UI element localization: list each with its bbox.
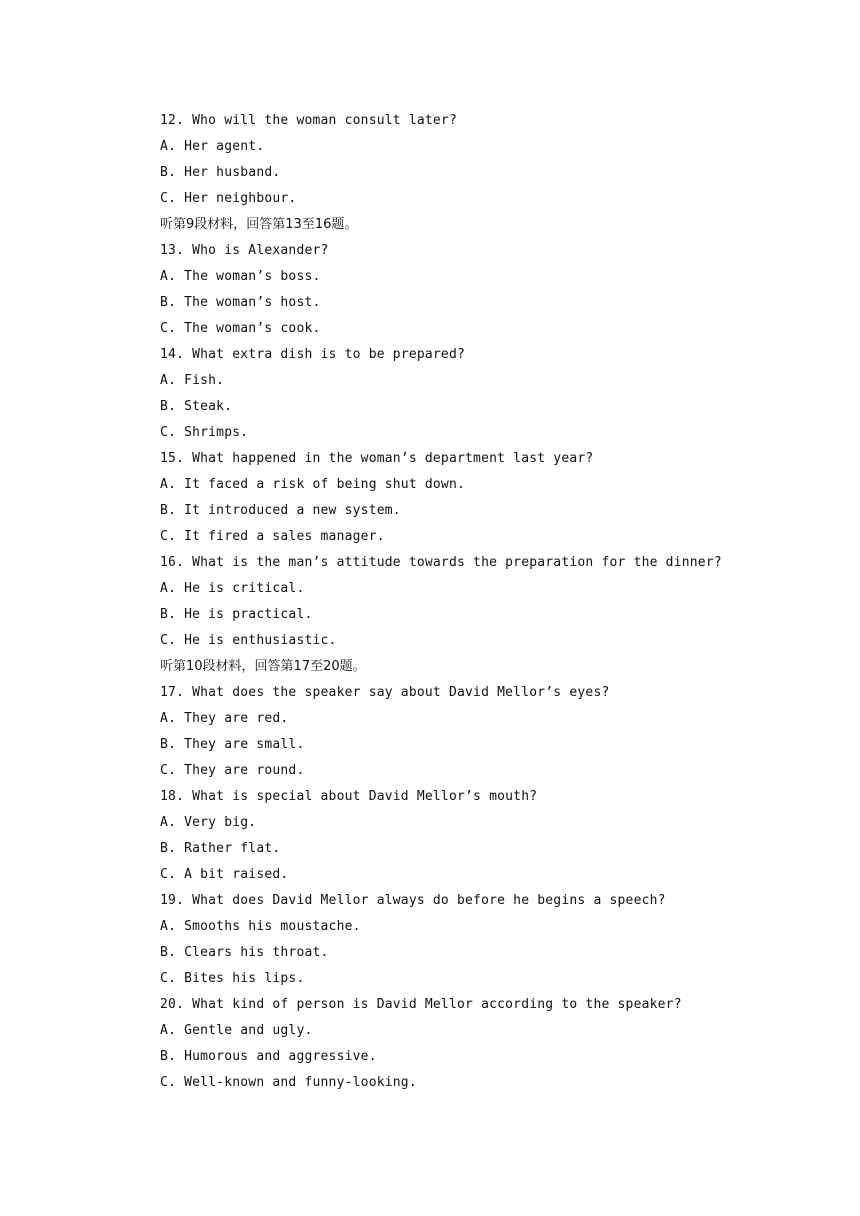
- question-text: 16. What is the man’s attitude towards the preparation for the dinner?: [160, 555, 722, 570]
- answer-option: C. A bit raised.: [160, 867, 289, 882]
- question-text: 15. What happened in the woman’s department last year?: [160, 451, 594, 466]
- answer-option: C. Well-known and funny-looking.: [160, 1075, 417, 1090]
- answer-option: B. They are small.: [160, 737, 305, 752]
- answer-option: C. Bites his lips.: [160, 971, 305, 986]
- question-text: 20. What kind of person is David Mellor according to the speaker?: [160, 997, 682, 1012]
- question-text: 13. Who is Alexander?: [160, 243, 329, 258]
- answer-option: A. Her agent.: [160, 139, 265, 154]
- answer-option: C. The woman’s cook.: [160, 321, 321, 336]
- question-text: 14. What extra dish is to be prepared?: [160, 347, 466, 362]
- question-text: 19. What does David Mellor always do before he begins a speech?: [160, 893, 666, 908]
- answer-option: B. It introduced a new system.: [160, 503, 401, 518]
- answer-option: A. He is critical.: [160, 581, 305, 596]
- question-text: 17. What does the speaker say about David Mellor’s eyes?: [160, 685, 610, 700]
- question-list: [160, 108, 740, 1096]
- answer-option: B. The woman’s host.: [160, 295, 321, 310]
- question-text: 18. What is special about David Mellor’s mouth?: [160, 789, 538, 804]
- answer-option: A. Gentle and ugly.: [160, 1023, 313, 1038]
- answer-option: A. The woman’s boss.: [160, 269, 321, 284]
- section-instruction: 听第10段材料，回答第17至20题。: [160, 659, 366, 674]
- answer-option: C. They are round.: [160, 763, 305, 778]
- answer-option: B. Her husband.: [160, 165, 281, 180]
- question-text: 12. Who will the woman consult later?: [160, 113, 457, 128]
- answer-option: B. Clears his throat.: [160, 945, 329, 960]
- answer-option: B. Steak.: [160, 399, 233, 414]
- answer-option: C. Her neighbour.: [160, 191, 297, 206]
- section-instruction: 听第9段材料，回答第13至16题。: [160, 217, 358, 232]
- answer-option: B. Humorous and aggressive.: [160, 1049, 377, 1064]
- answer-option: C. He is enthusiastic.: [160, 633, 337, 648]
- answer-option: C. It fired a sales manager.: [160, 529, 385, 544]
- answer-option: A. They are red.: [160, 711, 289, 726]
- answer-option: B. He is practical.: [160, 607, 313, 622]
- answer-option: A. Very big.: [160, 815, 257, 830]
- answer-option: B. Rather flat.: [160, 841, 281, 856]
- answer-option: A. It faced a risk of being shut down.: [160, 477, 466, 492]
- answer-option: C. Shrimps.: [160, 425, 249, 440]
- answer-option: A. Smooths his moustache.: [160, 919, 361, 934]
- answer-option: A. Fish.: [160, 373, 225, 388]
